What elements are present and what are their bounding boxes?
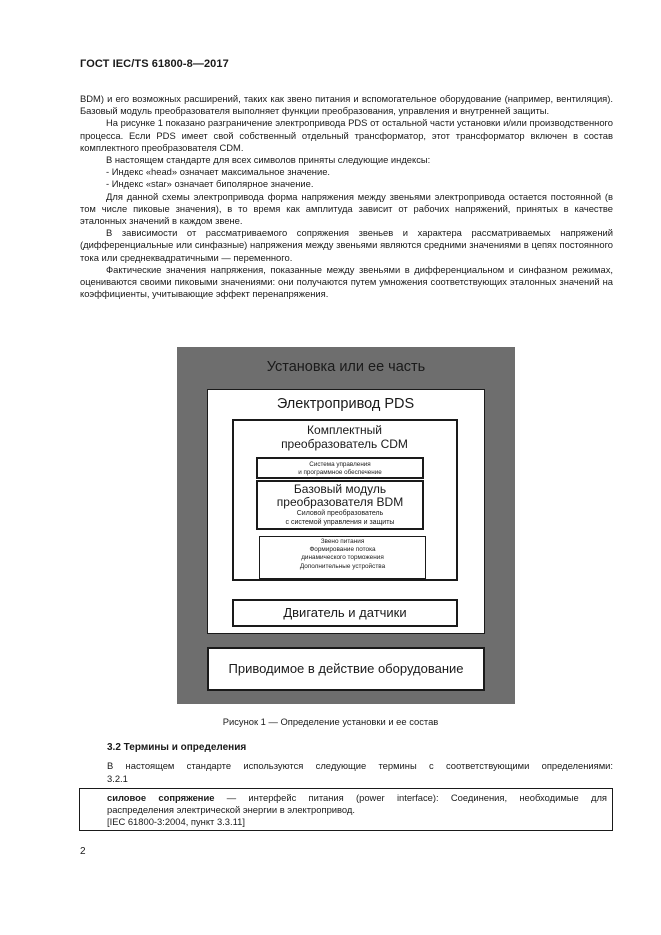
cdm-title [234,423,455,451]
supply-line2: Формирование потока [309,546,376,554]
paragraph-peak-values: Фактические значения напряжения, показанные между звеньями в дифференциальном и синфазном режимах, оцениваются своими пиковыми значениями: они получаются путем умножения соответствующих эталонных значений на коэффициенты, учитывающие эффект перенапряжения. [80,263,613,300]
supply-box [259,536,426,579]
term-definition-part2: распределения электрической энергии в электропривод. [107,804,355,816]
paragraph-voltage-shape: Для данной схемы электропривода форма напряжения между звеньями электропривода остается постоянной (в том числе пиковые значения), в то время как амплитуда зависит от рабочих напряжений, принятых в качестве эталонных значений в каждом звене. [80,190,613,227]
bdm-title [258,483,422,509]
bdm-line2: преобразователя BDM [276,495,404,509]
list-item-head: - Индекс «head» означает максимальное значение. [106,166,331,178]
cdm-title-line1: Комплектный [307,423,382,437]
bdm-line3: Силовой преобразователь [296,510,384,517]
driven-equipment-box: Приводимое в действие оборудование [207,647,485,691]
cdm-box [232,419,458,581]
motor-box: Двигатель и датчики [232,599,458,627]
term-reference: [IEC 61800-3:2004, пункт 3.3.11] [107,816,245,828]
pds-title: Электропривод PDS [276,396,415,412]
section-intro: В настоящем стандарте используются следующие термины с соответствующими определениями: [107,760,613,771]
supply-line3: динамического торможения [301,554,384,562]
paragraph-voltage-mode: В зависимости от рассматриваемого сопряжения звеньев и характера рассматриваемых напряжений (дифференциальные или синфазные) напряжения между звеньями являются средними значениями в цепях постоянного тока или среднеквадратичными — переменного. [80,227,613,263]
document-header: ГОСТ IEC/TS 61800-8—2017 [80,58,229,70]
installation-diagram [177,347,515,704]
control-system-box [256,457,424,479]
installation-title: Установка или ее часть [266,359,426,375]
paragraph-indices-intro: В настоящем стандарте для всех символов приняты следующие индексы: [106,154,431,166]
control-line1: Система управления [309,461,371,468]
term-number: 3.2.1 [107,773,128,784]
section-title: 3.2 Термины и определения [107,742,247,753]
bdm-line1: Базовый модуль [293,482,387,496]
page-number: 2 [80,846,86,857]
bdm-subtitle [258,510,422,527]
supply-line1: Звено питания [320,538,365,545]
pds-box [207,389,485,634]
body-text [80,93,613,300]
term-definition-box [79,788,613,831]
term-line1 [107,792,607,804]
term-definition-part1: — интерфейс питания (power interface): Соединения, необходимые для [214,792,608,803]
paragraph-continuation: BDM) и его возможных расширений, таких как звено питания и вспомогательное оборудование (например, вентиляция). Базовый модуль преобразователя выполняет функции преобразования, управления и внутренней защиты. [80,93,613,117]
control-line2: и программное обеспечение [298,468,382,476]
figure-caption: Рисунок 1 — Определение установки и ее состав [222,716,439,727]
term-name: силовое сопряжение [107,792,215,803]
cdm-title-line2: преобразователь CDM [281,437,408,451]
bdm-line4: с системой управления и защиты [285,518,395,526]
paragraph-figure-ref: На рисунке 1 показано разграничение электропривода PDS от остальной части установки и/или производственного процесса. Если PDS имеет свой собственный отдельный трансформатор, этот трансформатор включен в состав комплектного преобразователя CDM. [80,117,613,153]
supply-line4: Дополнительные устройства [299,562,386,570]
list-item-star: - Индекс «star» означает биполярное значение. [106,178,314,190]
bdm-box [256,480,424,530]
